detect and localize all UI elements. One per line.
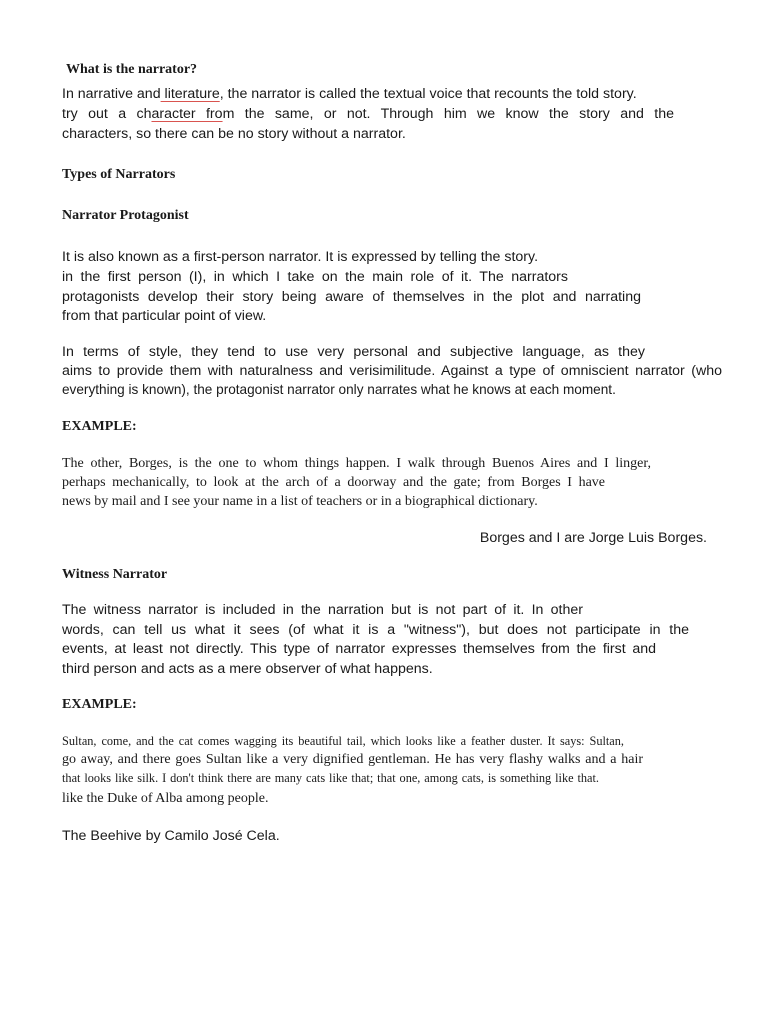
quote-text: that looks like silk. I don't think there are many cats like that; that one, among cats, is something like that. <box>62 771 599 785</box>
quote-line <box>62 456 651 472</box>
protagonist-para1-line <box>62 289 641 305</box>
example-label: EXAMPLE: <box>62 419 137 434</box>
section-heading-witness: Witness Narrator <box>62 567 168 582</box>
quote-line <box>62 734 624 749</box>
protagonist-para2-line <box>62 344 645 360</box>
witness-para-line <box>62 622 689 638</box>
spellcheck-underlined-word: aracter fro <box>151 106 223 122</box>
spellcheck-underlined-word: literature <box>160 86 220 102</box>
intro-text: In narrative and <box>62 86 161 102</box>
quote-text: Sultan, come, and the cat comes wagging its beautiful tail, which looks like a feather duster. It says: Sultan, <box>62 734 624 748</box>
section-heading-types: Types of Narrators <box>62 167 176 182</box>
intro-text: m the same, or not. Through him we know the story and the <box>222 106 675 122</box>
quote-text: The other, Borges, is the one to whom things happen. I walk through Buenos Aires and I linger, <box>62 456 651 471</box>
witness-para-text: words, can tell us what it sees (of what it is a "witness"), but does not participate in the <box>62 622 689 638</box>
section-heading-protagonist: Narrator Protagonist <box>62 208 189 223</box>
intro-line-2-text <box>62 106 674 122</box>
quote-attribution: The Beehive by Camilo José Cela. <box>62 828 280 844</box>
protagonist-para1-line: from that particular point of view. <box>62 308 267 324</box>
intro-text: try out a ch <box>62 106 152 122</box>
quote-line <box>62 475 605 491</box>
protagonist-para2-text: In terms of style, they tend to use very personal and subjective language, as they <box>62 344 645 360</box>
protagonist-para1-text: in the first person (I), in which I take on the main role of it. The narrators <box>62 269 568 285</box>
protagonist-para1-line: It is also known as a first-person narrator. It is expressed by telling the story. <box>62 249 539 265</box>
protagonist-para2-line <box>62 363 722 379</box>
quote-text: go away, and there goes Sultan like a very dignified gentleman. He has very flashy walks and a hair <box>62 752 643 767</box>
witness-para-line <box>62 602 583 618</box>
witness-para-line <box>62 641 656 657</box>
quote-line: news by mail and I see your name in a list of teachers or in a biographical dictionary. <box>62 494 538 509</box>
intro-line-1 <box>62 86 637 102</box>
example-label: EXAMPLE: <box>62 697 137 712</box>
witness-para-text: events, at least not directly. This type of narrator expresses themselves from the first and <box>62 641 656 657</box>
witness-para-line: third person and acts as a mere observer of what happens. <box>62 661 433 677</box>
quote-line <box>62 771 599 786</box>
protagonist-para1-text: protagonists develop their story being aware of themselves in the plot and narrating <box>62 289 641 305</box>
intro-text: , the narrator is called the textual voice that recounts the told story. <box>219 86 637 102</box>
quote-attribution: Borges and I are Jorge Luis Borges. <box>479 530 707 546</box>
quote-line <box>62 752 643 768</box>
protagonist-para1-line <box>62 269 568 285</box>
protagonist-para2-line: everything is known), the protagonist narrator only narrates what he knows at each moment. <box>62 382 616 397</box>
protagonist-para2-text: aims to provide them with naturalness and verisimilitude. Against a type of omniscient narrator (who <box>62 363 722 379</box>
page-title: What is the narrator? <box>66 62 198 77</box>
quote-text: perhaps mechanically, to look at the arch of a doorway and the gate; from Borges I have <box>62 475 605 490</box>
intro-line-3: characters, so there can be no story without a narrator. <box>62 126 406 142</box>
witness-para-text: The witness narrator is included in the narration but is not part of it. In other <box>62 602 583 618</box>
intro-line-2 <box>62 106 674 122</box>
quote-line: like the Duke of Alba among people. <box>62 791 269 806</box>
